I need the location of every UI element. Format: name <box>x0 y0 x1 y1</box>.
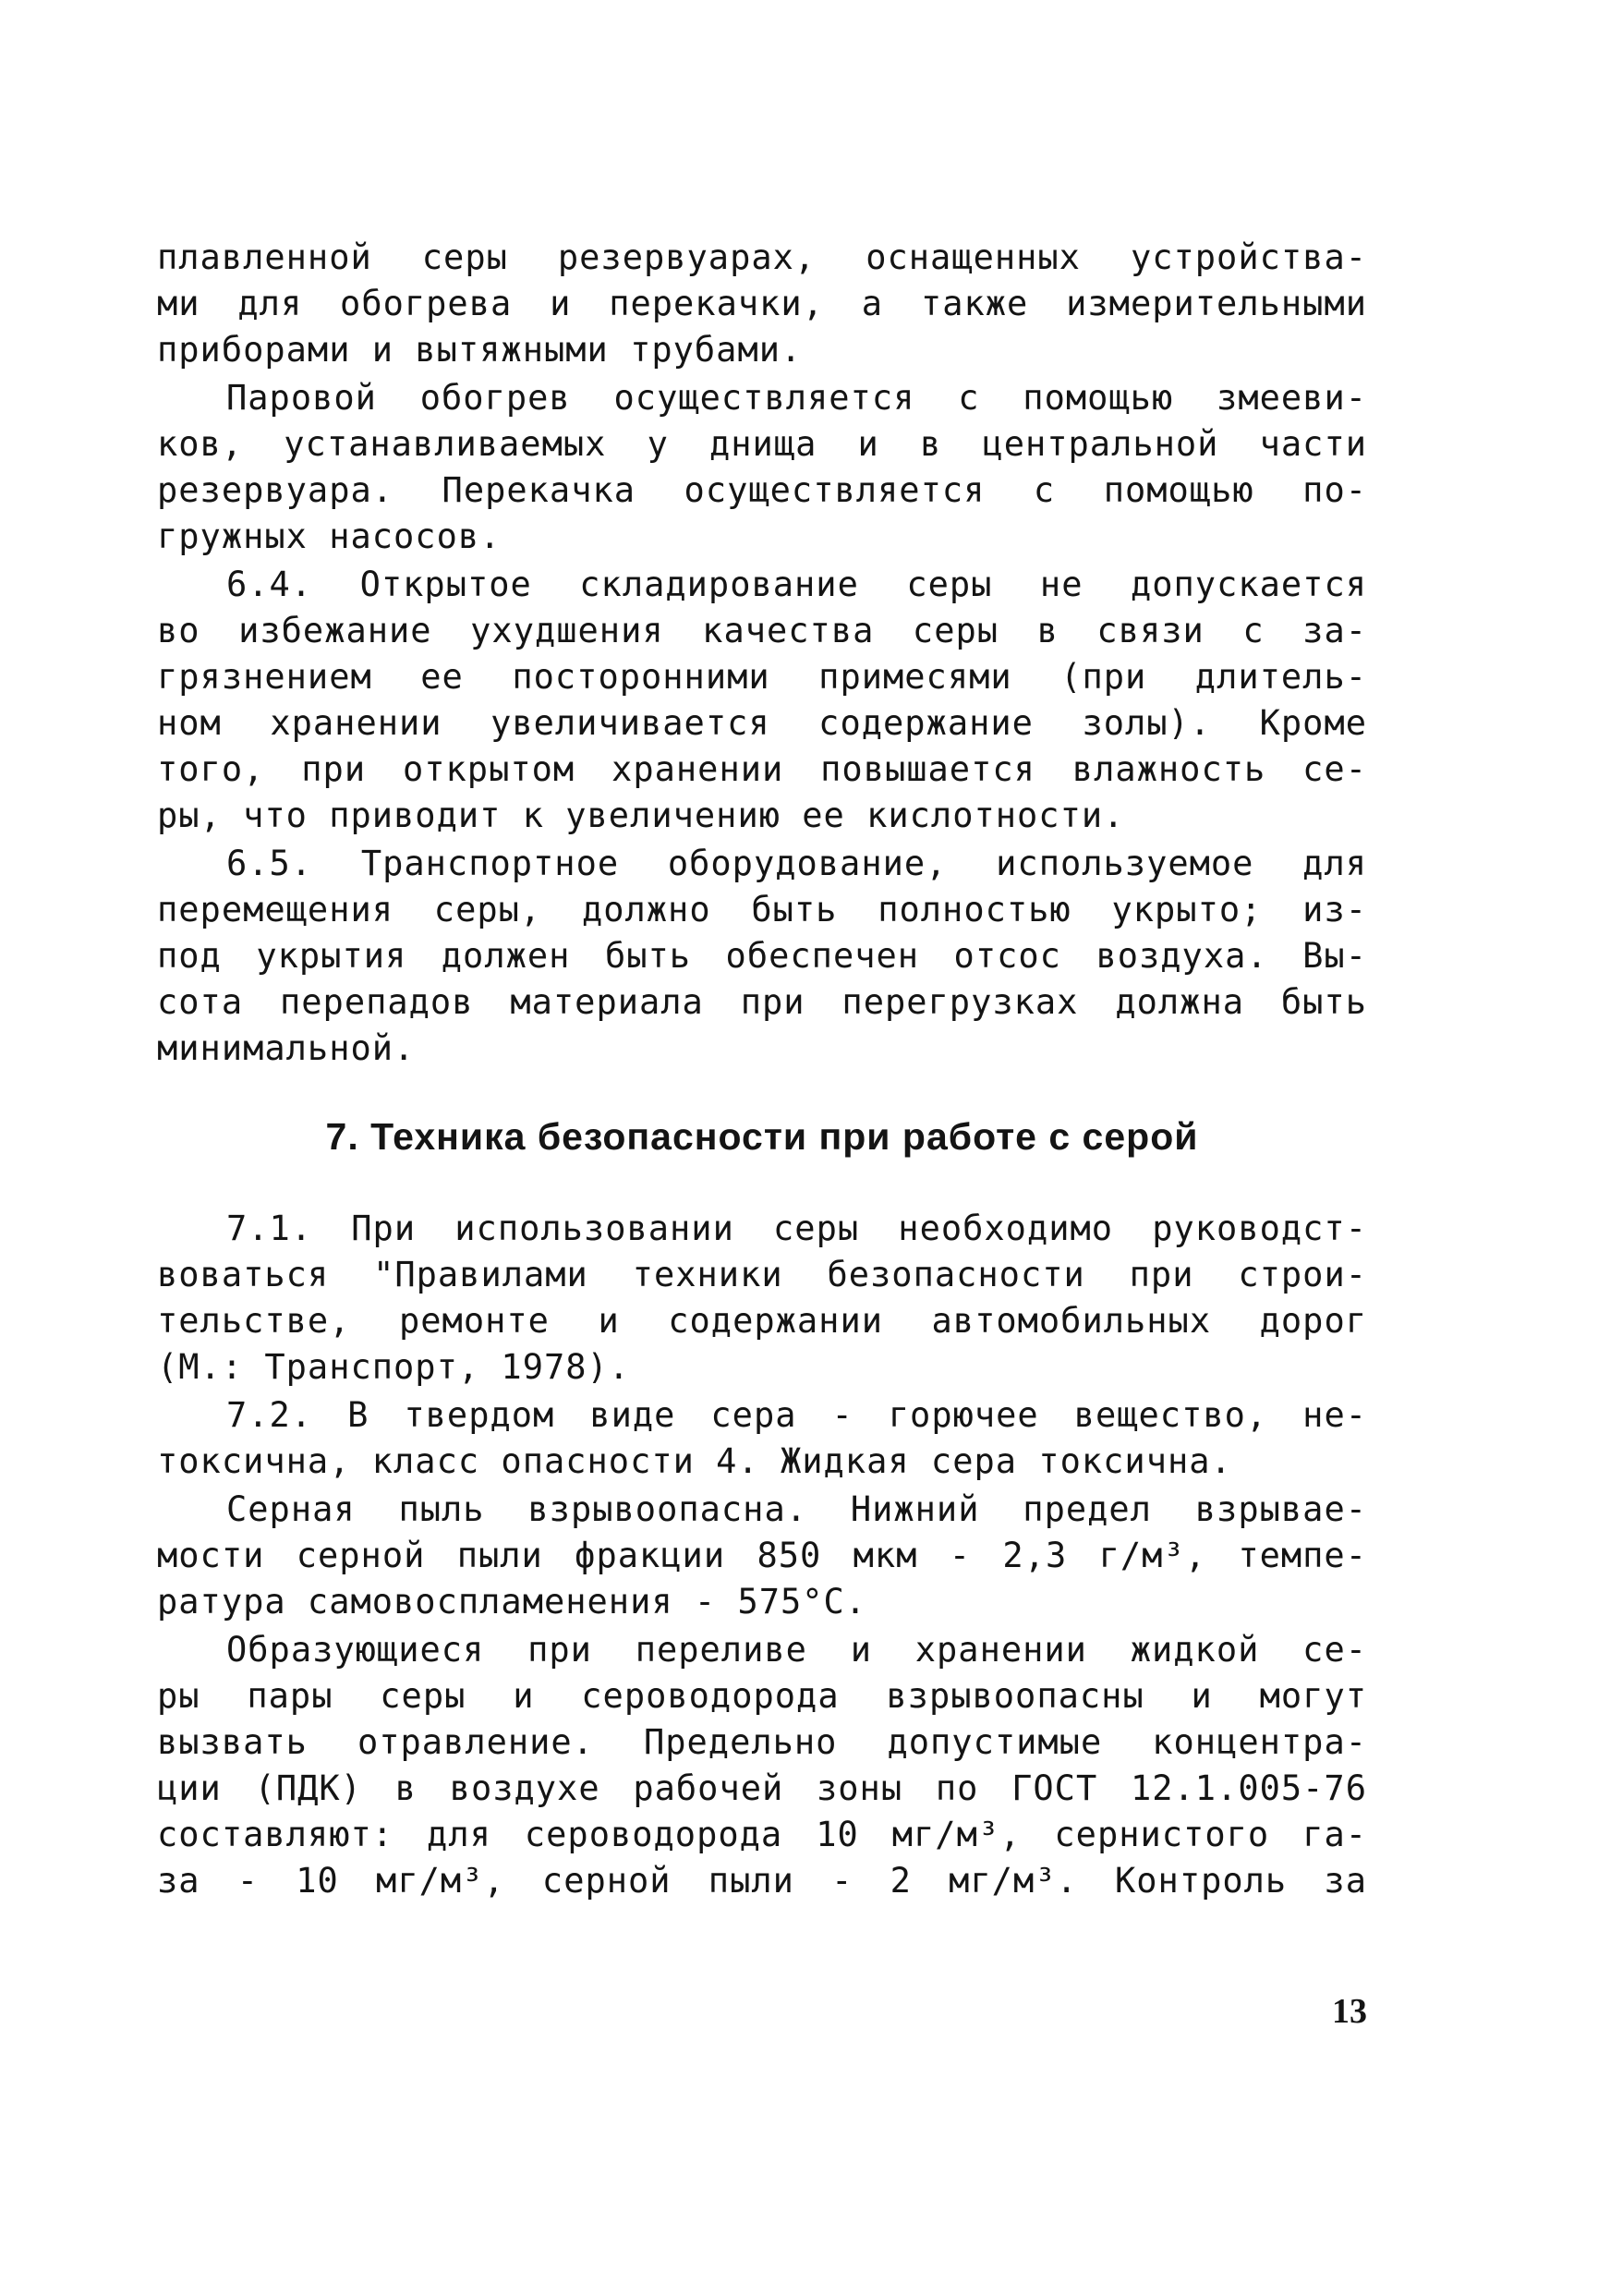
text-line: тельстве, ремонте и содержании автомобильных дорог <box>157 1301 1367 1341</box>
text-line: ми для обогрева и перекачки, а также измерительными <box>157 284 1367 323</box>
text-line: Образующиеся при переливе и хранении жидкой се- <box>226 1630 1367 1670</box>
text-line: (М.: Транспорт, 1978). <box>157 1347 631 1387</box>
text-line: ры пары серы и сероводорода взрывоопасны и могут <box>157 1676 1367 1716</box>
text-line: ном хранении увеличивается содержание золы). Кроме <box>157 703 1367 743</box>
text-line: ры, что приводит к увеличению ее кислотности. <box>157 796 1125 835</box>
text-line: ратура самовоспламенения - 575°С. <box>157 1582 867 1622</box>
text-line: 6.5. Транспортное оборудование, используемое для <box>226 844 1367 883</box>
section-heading: 7. Техника безопасности при работе с серой <box>325 1115 1199 1158</box>
text-line: ков, устанавливаемых у днища и в центральной части <box>157 424 1367 464</box>
text-line: за - 10 мг/м³, серной пыли - 2 мг/м³. Контроль за <box>157 1861 1367 1901</box>
text-line: Паровой обогрев осуществляется с помощью змееви- <box>226 378 1367 418</box>
text-line: токсична, класс опасности 4. Жидкая сера токсична. <box>157 1441 1232 1481</box>
page-number: 13 <box>1332 1992 1367 2031</box>
text-line: ции (ПДК) в воздухе рабочей зоны по ГОСТ 12.1.005-76 <box>157 1768 1367 1808</box>
text-line: воваться "Правилами техники безопасности при строи- <box>157 1255 1367 1294</box>
text-line: сота перепадов материала при перегрузках должна быть <box>157 982 1367 1022</box>
text-line: грязнением ее посторонними примесями (при длитель- <box>157 657 1367 697</box>
text-line: 7.1. При использовании серы необходимо руководст- <box>226 1209 1367 1248</box>
text-line: 6.4. Открытое складирование серы не допускается <box>226 565 1367 604</box>
text-line: Серная пыль взрывоопасна. Нижний предел взрывае- <box>226 1489 1367 1529</box>
text-line: составляют: для сероводорода 10 мг/м³, сернистого га- <box>157 1815 1367 1854</box>
text-line: плавленной серы резервуарах, оснащенных устройства- <box>157 237 1367 277</box>
text-line: под укрытия должен быть обеспечен отсос воздуха. Вы- <box>157 936 1367 976</box>
text-line: приборами и вытяжными трубами. <box>157 330 803 370</box>
text-line: минимальной. <box>157 1028 416 1068</box>
text-line: мости серной пыли фракции 850 мкм - 2,3 г/м³, темпе- <box>157 1536 1367 1575</box>
text-line: перемещения серы, должно быть полностью укрыто; из- <box>157 890 1367 929</box>
text-line: 7.2. В твердом виде сера - горючее вещество, не- <box>226 1395 1367 1435</box>
text-line: резервуара. Перекачка осуществляется с помощью по- <box>157 470 1367 510</box>
text-line: вызвать отравление. Предельно допустимые концентра- <box>157 1722 1367 1762</box>
text-line: гружных насосов. <box>157 516 502 556</box>
text-line: того, при открытом хранении повышается влажность се- <box>157 749 1367 789</box>
text-line: во избежание ухудшения качества серы в связи с за- <box>157 611 1367 650</box>
